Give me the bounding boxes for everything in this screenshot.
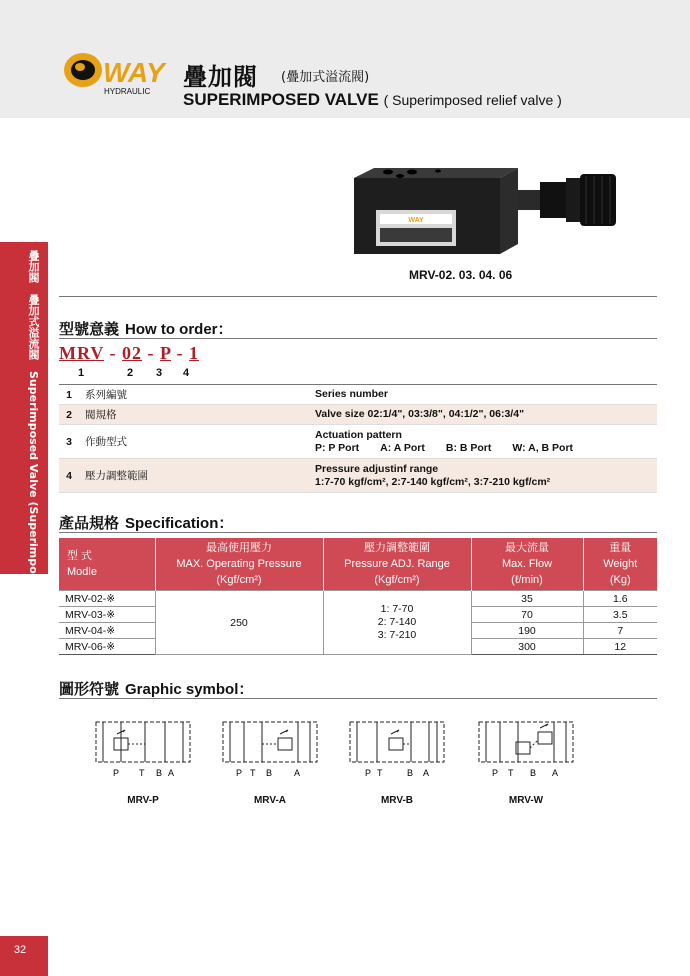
model-code-sep: - xyxy=(147,343,155,363)
specification-title-zh: 產品規格 xyxy=(59,514,120,532)
spec-header-unit: (ℓ/min) xyxy=(511,574,543,586)
divider xyxy=(59,698,657,699)
svg-text:A: A xyxy=(552,768,559,778)
spec-model: MRV-03-※ xyxy=(59,607,155,623)
spec-header-model xyxy=(59,538,155,591)
page-subtitle-zh: (疊加式溢流閥) xyxy=(281,70,370,85)
page-number-band xyxy=(0,936,48,976)
order-table xyxy=(59,385,657,493)
order-row-en: Valve size 02:1/4", 03:3/8", 04:1/2", 06:3/4" xyxy=(315,408,525,420)
spec-max-flow: 300 xyxy=(471,639,583,655)
spec-model: MRV-02-※ xyxy=(59,591,155,607)
order-row-en xyxy=(309,459,657,493)
brand-sub-text: HYDRAULIC xyxy=(104,87,151,96)
spec-weight: 1.6 xyxy=(583,591,657,607)
spec-model: MRV-06-※ xyxy=(59,639,155,655)
spec-weight: 3.5 xyxy=(583,607,657,623)
model-code-pressure: 1 xyxy=(189,343,200,363)
spec-header-en: Modle xyxy=(67,566,97,578)
code-number: 3 xyxy=(156,367,163,379)
order-row-zh: 系列編號 xyxy=(85,389,127,401)
brand-logo xyxy=(62,48,182,98)
model-code-sep: - xyxy=(176,343,184,363)
order-row-zh: 作動型式 xyxy=(85,436,127,448)
spec-header-zh: 型 式 xyxy=(67,550,93,562)
symbol-mrv-p xyxy=(95,718,191,782)
specification-title xyxy=(59,512,233,533)
svg-text:B: B xyxy=(407,768,414,778)
symbol-mrv-w xyxy=(478,718,574,782)
order-row-zh: 壓力調整範圍 xyxy=(85,470,148,482)
code-number: 1 xyxy=(78,367,85,379)
order-row-en-line1: Actuation pattern xyxy=(315,428,402,441)
svg-text:T: T xyxy=(508,768,514,778)
spec-table xyxy=(59,538,657,655)
order-row-en-line2: 1:7-70 kgf/cm², 2:7-140 kgf/cm², 3:7-210 kgf/cm² xyxy=(315,475,551,488)
graphic-symbol-title-en: Graphic symbol： xyxy=(125,681,254,698)
photo-caption: MRV-02. 03. 04. 06 xyxy=(409,268,513,282)
spec-pressure-range xyxy=(323,591,471,655)
spec-header-en: Max. Flow xyxy=(501,558,553,570)
title-en-main: SUPERIMPOSED VALVE xyxy=(183,90,379,109)
svg-text:T: T xyxy=(377,768,383,778)
how-to-order-title xyxy=(59,318,233,339)
order-row-en-line1: Pressure adjustinf range xyxy=(315,462,439,475)
svg-text:WAY: WAY xyxy=(408,217,424,224)
svg-text:A: A xyxy=(168,768,175,778)
order-row-en-line2: P: P Port A: A Port B: B Port W: A, B Port xyxy=(315,441,574,454)
order-row xyxy=(59,405,657,425)
spec-weight: 7 xyxy=(583,623,657,639)
product-photo xyxy=(340,160,640,260)
side-tab-text: 疊加閥 疊加式溢流閥 Superimposed Valve (Superimposed relief valve) xyxy=(27,250,40,674)
spec-header-weight xyxy=(583,538,657,591)
spec-header-zh: 最高使用壓力 xyxy=(206,542,272,554)
spec-header-zh: 重量 xyxy=(609,542,632,554)
svg-text:T: T xyxy=(139,768,145,778)
svg-text:P: P xyxy=(236,768,243,778)
symbol-label: MRV-W xyxy=(508,795,544,806)
code-number: 4 xyxy=(183,367,190,379)
svg-text:P: P xyxy=(365,768,372,778)
spec-header-pressure-range xyxy=(323,538,471,591)
order-row-number: 4 xyxy=(66,469,72,482)
order-row-zh: 閥規格 xyxy=(85,409,117,421)
svg-text:A: A xyxy=(294,768,301,778)
svg-text:A: A xyxy=(423,768,430,778)
spec-header-unit: (Kg) xyxy=(609,574,631,586)
symbol-label: MRV-B xyxy=(380,795,414,806)
model-code-series: MRV xyxy=(59,343,105,363)
svg-text:P: P xyxy=(492,768,499,778)
divider xyxy=(59,296,657,297)
svg-text:P: P xyxy=(113,768,120,778)
svg-text:B: B xyxy=(530,768,537,778)
spec-max-flow: 190 xyxy=(471,623,583,639)
spec-header-zh: 壓力調整範圍 xyxy=(364,542,430,554)
spec-header-row xyxy=(59,538,657,591)
spec-model: MRV-04-※ xyxy=(59,623,155,639)
model-code-sep: - xyxy=(109,343,117,363)
spec-pressure-range-item: 2: 7-140 xyxy=(377,616,417,628)
symbol-label: MRV-P xyxy=(127,795,159,806)
spec-header-zh: 最大流量 xyxy=(505,542,549,554)
specification-title-en: Specification： xyxy=(125,515,234,532)
divider xyxy=(59,338,657,339)
graphic-symbol-title-zh: 圖形符號 xyxy=(59,680,120,698)
title-en-sub: ( Superimposed relief valve ) xyxy=(383,92,562,108)
spec-header-unit: (Kgf/cm²) xyxy=(374,574,420,586)
spec-header-en: Pressure ADJ. Range xyxy=(344,558,450,570)
code-number: 2 xyxy=(127,367,134,379)
symbol-mrv-a xyxy=(222,718,318,782)
spec-max-flow: 70 xyxy=(471,607,583,623)
model-code-size: 02 xyxy=(122,343,143,363)
svg-text:B: B xyxy=(266,768,273,778)
spec-header-unit: (Kgf/cm²) xyxy=(216,574,262,586)
spec-header-en: Weight xyxy=(603,558,638,570)
order-row-number: 1 xyxy=(66,388,72,401)
order-row xyxy=(59,425,657,459)
brand-text: WAY xyxy=(103,57,165,88)
order-row xyxy=(59,459,657,493)
divider xyxy=(59,532,657,533)
spec-pressure-range-item: 1: 7-70 xyxy=(380,603,414,615)
order-row xyxy=(59,385,657,405)
symbol-label: MRV-A xyxy=(253,795,287,806)
spec-max-flow: 35 xyxy=(471,591,583,607)
model-code xyxy=(59,343,199,364)
page-title-zh: 疊加閥 xyxy=(183,63,258,91)
model-code-actuation: P xyxy=(160,343,172,363)
how-to-order-title-en: How to order： xyxy=(125,321,233,338)
spec-pressure-range-item: 3: 7-210 xyxy=(377,629,417,641)
page-number: 32 xyxy=(13,944,27,956)
spec-header-max-flow xyxy=(471,538,583,591)
order-row-en: Series number xyxy=(315,388,388,400)
spec-max-pressure: 250 xyxy=(155,591,323,655)
spec-weight: 12 xyxy=(583,639,657,655)
spec-header-en: MAX. Operating Pressure xyxy=(176,558,302,570)
graphic-symbol-title xyxy=(59,678,253,699)
svg-text:T: T xyxy=(250,768,256,778)
order-row-number: 3 xyxy=(66,435,72,448)
how-to-order-title-zh: 型號意義 xyxy=(59,320,120,338)
spec-header-max-pressure xyxy=(155,538,323,591)
spec-row xyxy=(59,591,657,607)
order-row-en xyxy=(309,425,657,459)
order-row-number: 2 xyxy=(66,408,72,421)
svg-text:B: B xyxy=(156,768,163,778)
symbol-mrv-b xyxy=(349,718,445,782)
page-title-en xyxy=(183,90,562,110)
